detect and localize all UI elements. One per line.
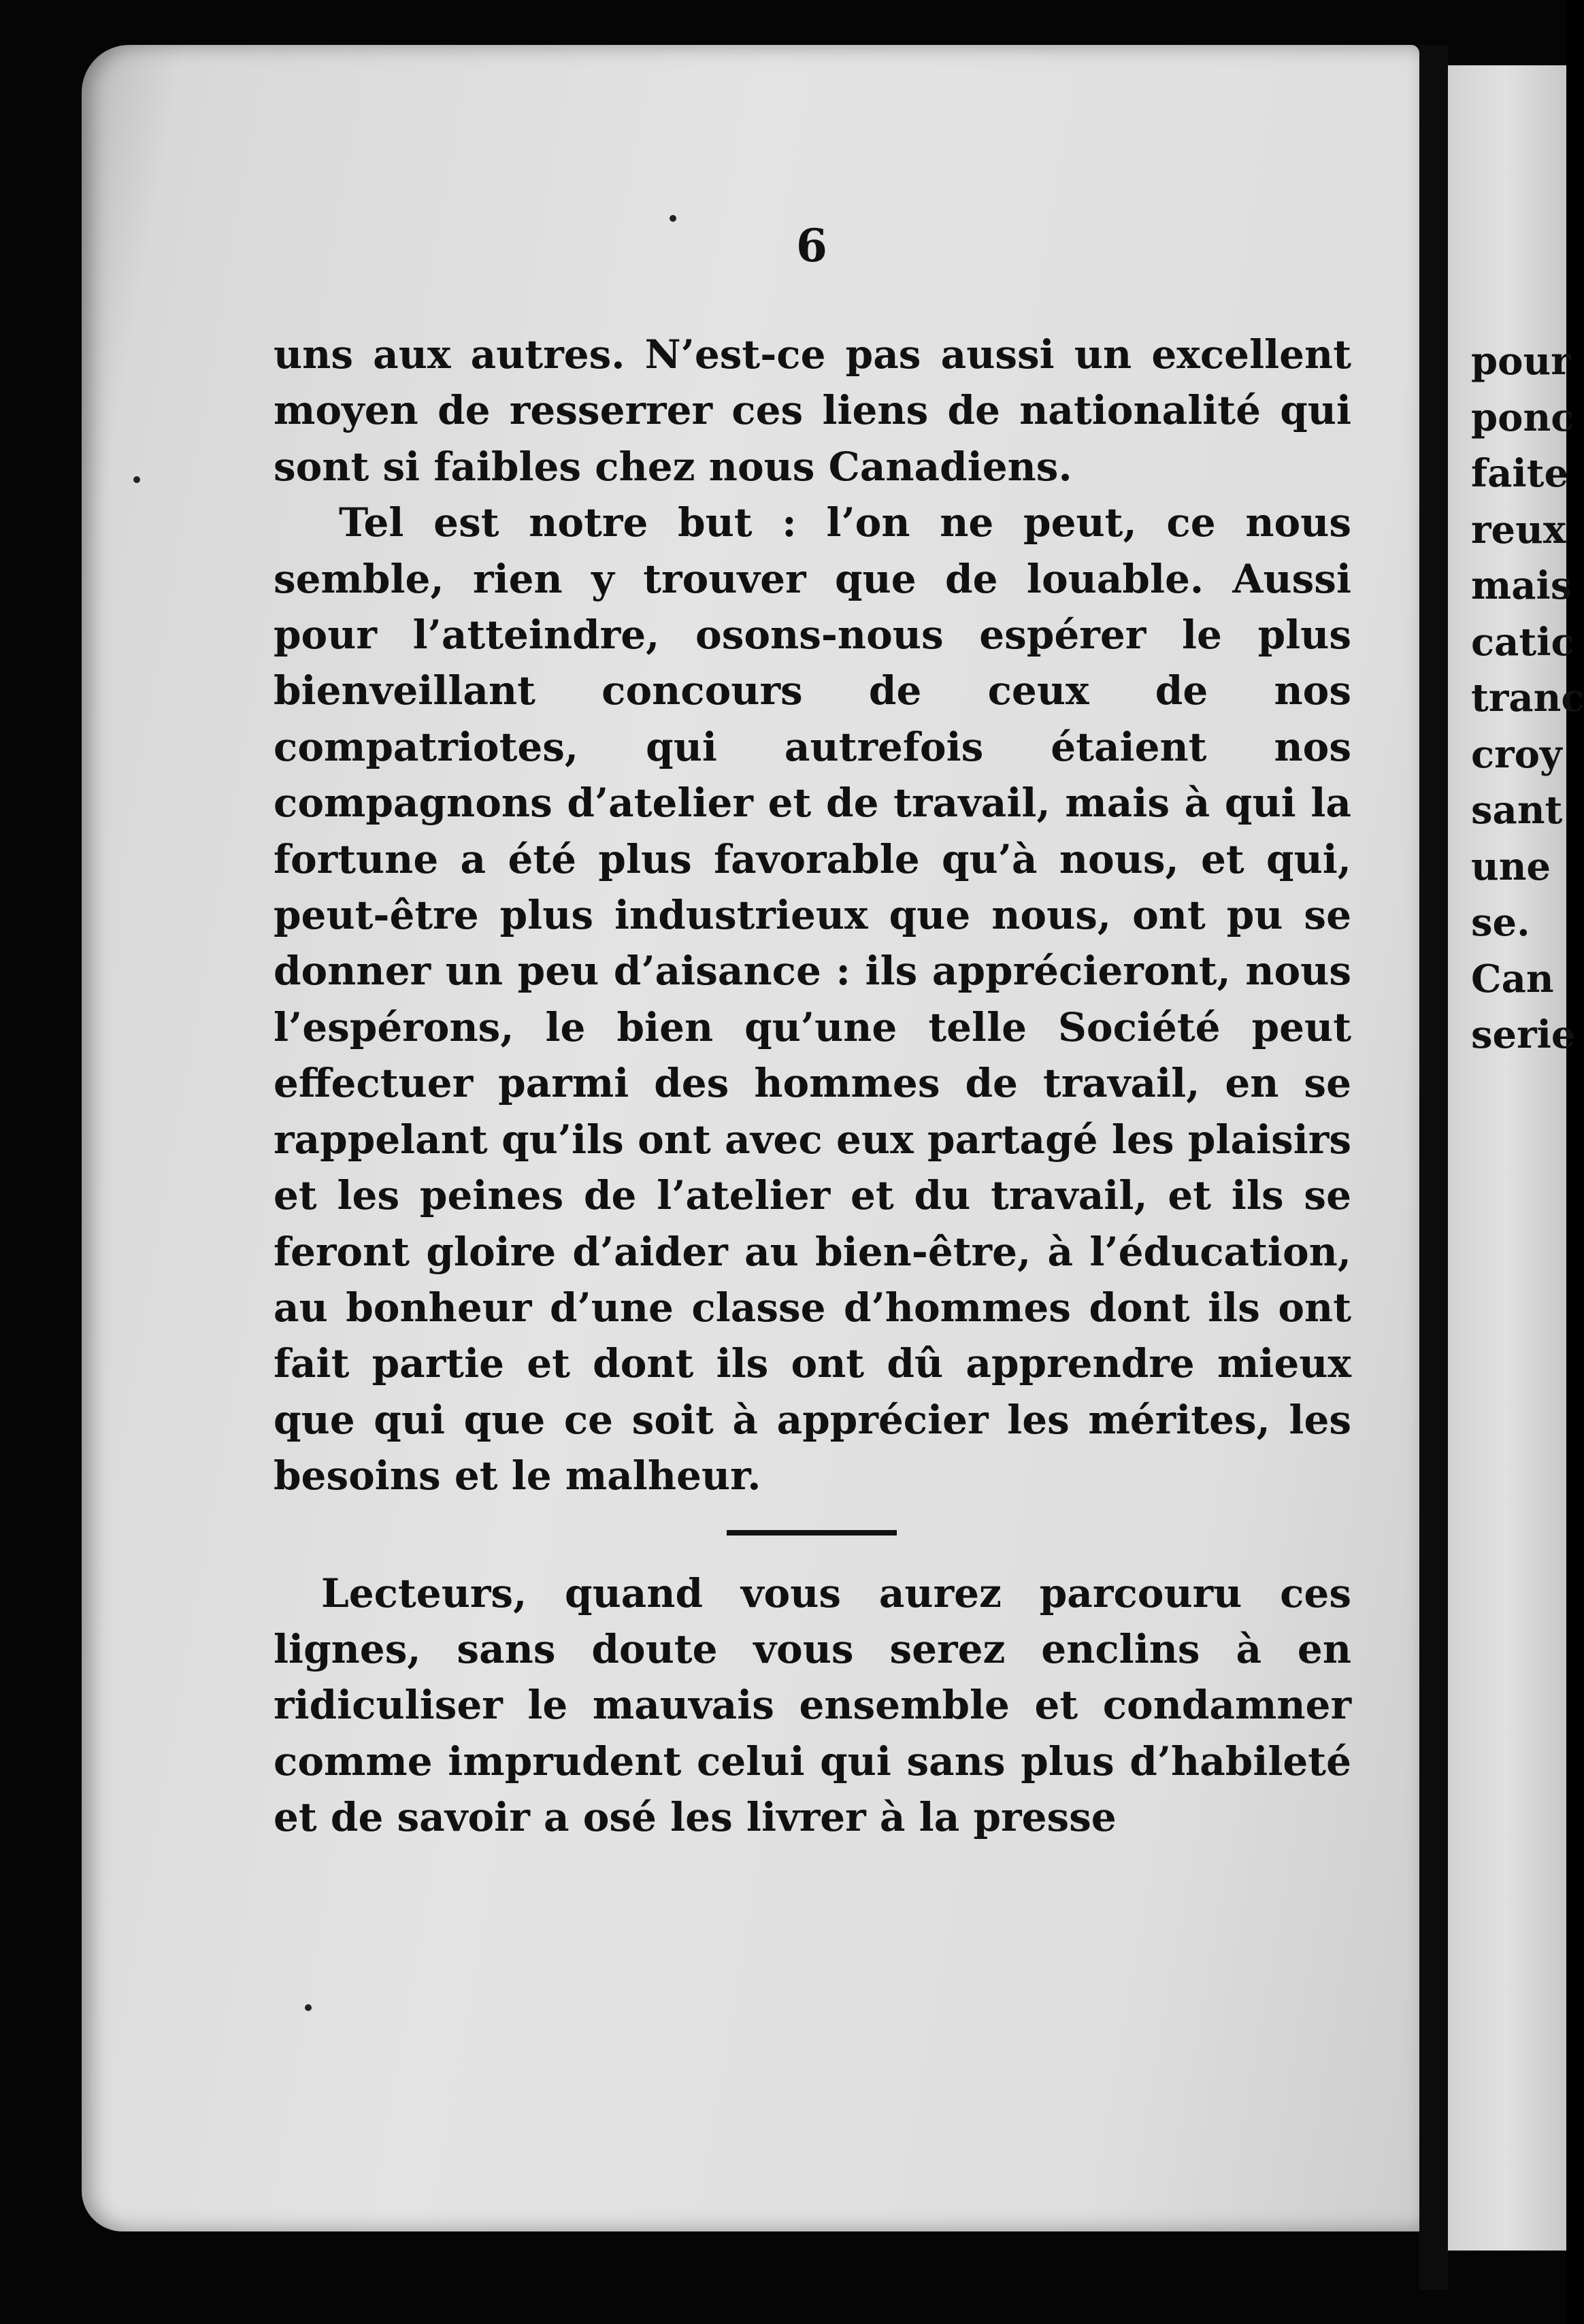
book-gutter (1419, 45, 1448, 2290)
fragment-line: pour (1471, 339, 1571, 384)
ink-speck (670, 215, 676, 222)
fragment-line: mais (1471, 563, 1572, 608)
fragment-line: ponc (1471, 395, 1574, 440)
paragraph-1: uns aux autres. N’est-ce pas aussi un excellent moyen de resserrer ces liens de nationalité qui sont si faibles chez nous Canadiens. (274, 331, 1351, 490)
section-divider (727, 1530, 897, 1536)
ink-speck (133, 476, 140, 483)
fragment-line: reux (1471, 507, 1566, 552)
fragment-line: faite (1471, 451, 1569, 496)
next-page-fragments (1471, 333, 1584, 1063)
ink-speck (305, 2004, 312, 2011)
fragment-line: croy (1471, 731, 1562, 777)
page-number: 6 (796, 219, 827, 272)
paragraph-3: Lecteurs, quand vous aurez parcouru ces lignes, sans doute vous serez enclins à en ridiculiser le mauvais ensemble et condamner comme imprudent celui qui sans plus d’habileté et de savoir a osé les livrer à la presse (274, 1570, 1351, 1841)
fragment-line: tranc (1471, 676, 1584, 720)
fragment-line: serie (1471, 1012, 1576, 1057)
fragment-line: sant (1471, 788, 1563, 833)
paragraph-2: Tel est notre but : l’on ne peut, ce nous semble, rien y trouver que de louable. Aussi pour l’atteindre, osons-nous espérer le plus bienveillant concours de ceux de nos compatriotes, qui autrefois étaient nos compagnons d’atelier et de travail, mais à qui la fortune a été plus favorable qu’à nous, et qui, peut-être plus industrieux que nous, ont pu se donner un peu d’aisance : ils apprécieront, nous l’espérons, le bien qu’une telle Société peut effectuer parmi des hommes de travail, en se rappelant qu’ils ont avec eux partagé les plaisirs et les peines de l’atelier et du travail, et ils se feront gloire d’aider au bien-être, à l’éducation, au bonheur d’une classe d’hommes dont ils ont fait partie et dont ils ont dû apprendre mieux que qui que ce soit à apprécier les mérites, les besoins et le malheur. (274, 499, 1351, 1499)
fragment-line: Can (1471, 956, 1554, 1001)
fragment-line: une (1471, 844, 1551, 889)
fragment-line: catic (1471, 619, 1574, 665)
body-text (274, 327, 1351, 1846)
fragment-line: se. (1471, 900, 1530, 945)
